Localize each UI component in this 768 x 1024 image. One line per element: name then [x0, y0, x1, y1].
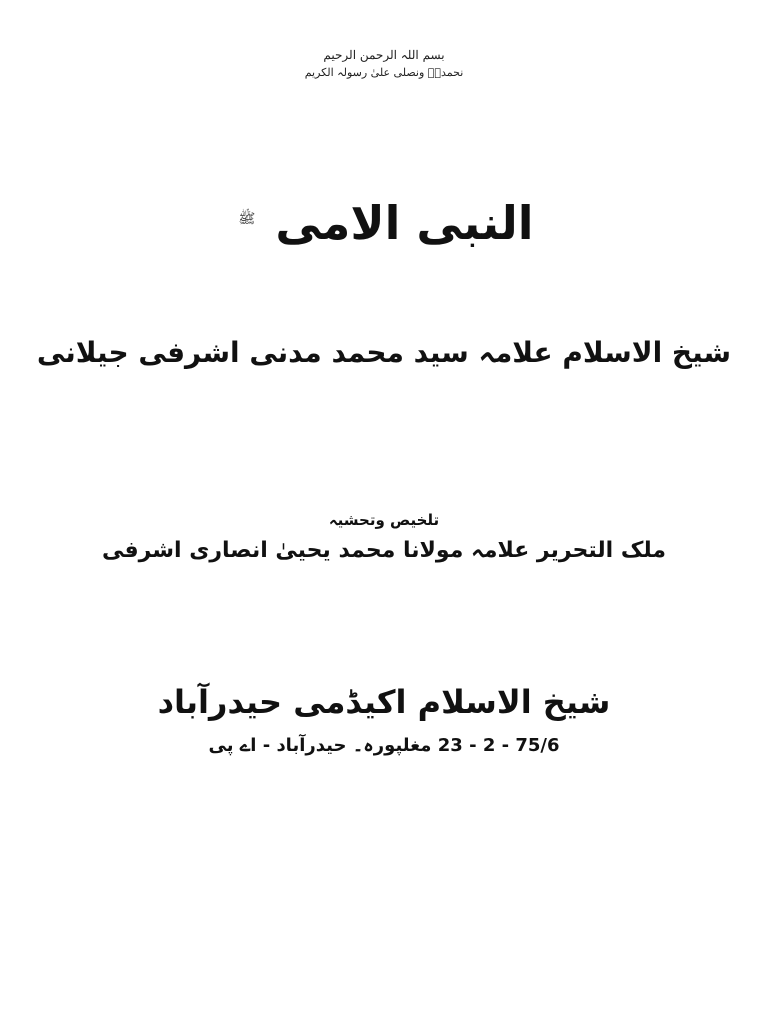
bismillah-text: بسم اللہ الرحمن الرحیم: [323, 48, 445, 62]
publisher-address: 75/6 - 2 - 23 مغلپورہ۔ حیدرآباد - اے پی: [208, 735, 560, 756]
publisher-name: شیخ الاسلام اکیڈمی حیدرآباد: [157, 683, 611, 721]
summary-label: تلخیص وتحشیہ: [328, 511, 440, 529]
book-title-text: النبی الامی: [275, 196, 534, 250]
editor-name: ملک التحریر علامہ مولانا محمد یحییٰ انصاری اشرفی: [102, 538, 666, 563]
honorific-glyph: ﷺ: [238, 210, 256, 227]
author-name: شیخ الاسلام علامہ سید محمد مدنی اشرفی جیلانی: [36, 336, 732, 369]
salutation-text: نحمدہٗ ونصلی علیٰ رسولہ الکریم: [304, 66, 464, 79]
book-title: [0, 196, 768, 250]
